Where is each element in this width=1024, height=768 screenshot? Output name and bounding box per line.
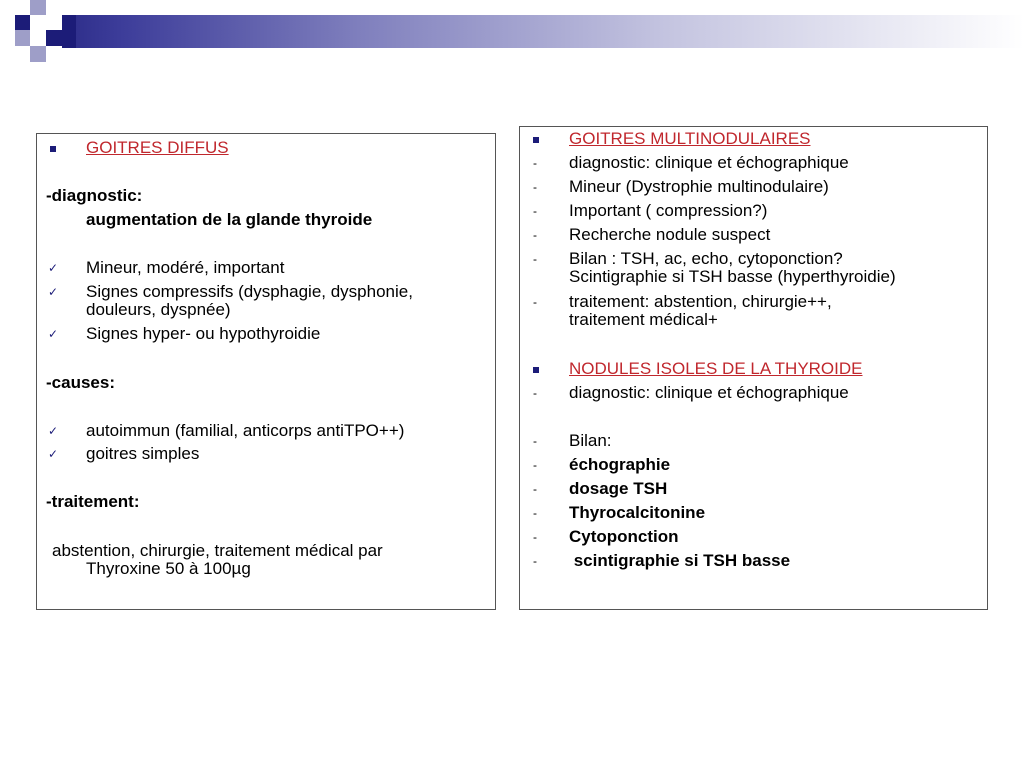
dash-bullet-icon: - [533,386,537,400]
nodules-isoles-heading: NODULES ISOLES DE LA THYROIDE [569,359,863,378]
list-item: traitement: abstention, chirurgie++, [569,292,832,311]
check-item-severity: Mineur, modéré, important [86,258,285,277]
goitres-multinodulaires-panel [519,126,988,610]
header-square-lavender-1 [30,0,46,15]
header-square-lavender-2 [15,30,30,46]
header-bar-start [62,15,76,48]
list-item: Thyrocalcitonine [569,503,706,522]
dash-bullet-icon: - [533,228,537,242]
header-square-navy-1 [15,15,30,30]
traitement-label: -traitement: [46,492,140,511]
check-item-hyper-hypo: Signes hyper- ou hypothyroidie [86,324,321,343]
list-item-cont: Scintigraphie si TSH basse (hyperthyroidie) [569,267,896,286]
traitement-detail-cont: Thyroxine 50 à 100µg [86,559,251,578]
traitement-detail: abstention, chirurgie, traitement médical par [52,541,383,560]
check-icon: ✓ [48,285,59,299]
check-item-autoimmun: autoimmun (familial, anticorps antiTPO++) [86,421,405,440]
list-item: échographie [569,455,671,474]
check-icon: ✓ [48,261,59,275]
dash-bullet-icon: - [533,506,537,520]
check-item-compressive-signs: Signes compressifs (dysphagie, dysphonie, [86,282,413,301]
dash-bullet-icon: - [533,458,537,472]
dash-bullet-icon: - [533,295,537,309]
dash-bullet-icon: - [533,180,537,194]
list-item: diagnostic: clinique et échographique [569,383,849,402]
causes-label: -causes: [46,373,115,392]
dash-bullet-icon: - [533,530,537,544]
check-item-compressive-signs-cont: douleurs, dyspnée) [86,300,231,319]
dash-bullet-icon: - [533,204,537,218]
check-icon: ✓ [48,327,59,341]
dash-bullet-icon: - [533,482,537,496]
header-gradient-bar [0,15,1024,48]
list-item: scintigraphie si TSH basse [569,551,791,570]
square-bullet-icon [533,137,539,143]
dash-bullet-icon: - [533,156,537,170]
list-item-cont: traitement médical+ [569,310,718,329]
dash-bullet-icon: - [533,554,537,568]
diagnostic-label: -diagnostic: [46,186,143,205]
square-bullet-icon [533,367,539,373]
goitres-diffus-heading: GOITRES DIFFUS [86,138,229,157]
list-item: dosage TSH [569,479,668,498]
list-item: Recherche nodule suspect [569,225,771,244]
check-item-goitres-simples: goitres simples [86,444,200,463]
list-item: Important ( compression?) [569,201,768,220]
goitres-diffus-panel [36,133,496,610]
list-item: Mineur (Dystrophie multinodulaire) [569,177,829,196]
list-item: Bilan : TSH, ac, echo, cytoponction? [569,249,843,268]
diagnostic-detail: augmentation de la glande thyroide [86,210,373,229]
header-square-lavender-3 [30,46,46,62]
list-item: Cytoponction [569,527,679,546]
dash-bullet-icon: - [533,252,537,266]
check-icon: ✓ [48,447,59,461]
list-item: diagnostic: clinique et échographique [569,153,849,172]
square-bullet-icon [50,146,56,152]
goitres-multinodulaires-heading: GOITRES MULTINODULAIRES [569,129,811,148]
list-item: Bilan: [569,431,612,450]
check-icon: ✓ [48,424,59,438]
dash-bullet-icon: - [533,434,537,448]
header-square-navy-2 [46,30,62,46]
